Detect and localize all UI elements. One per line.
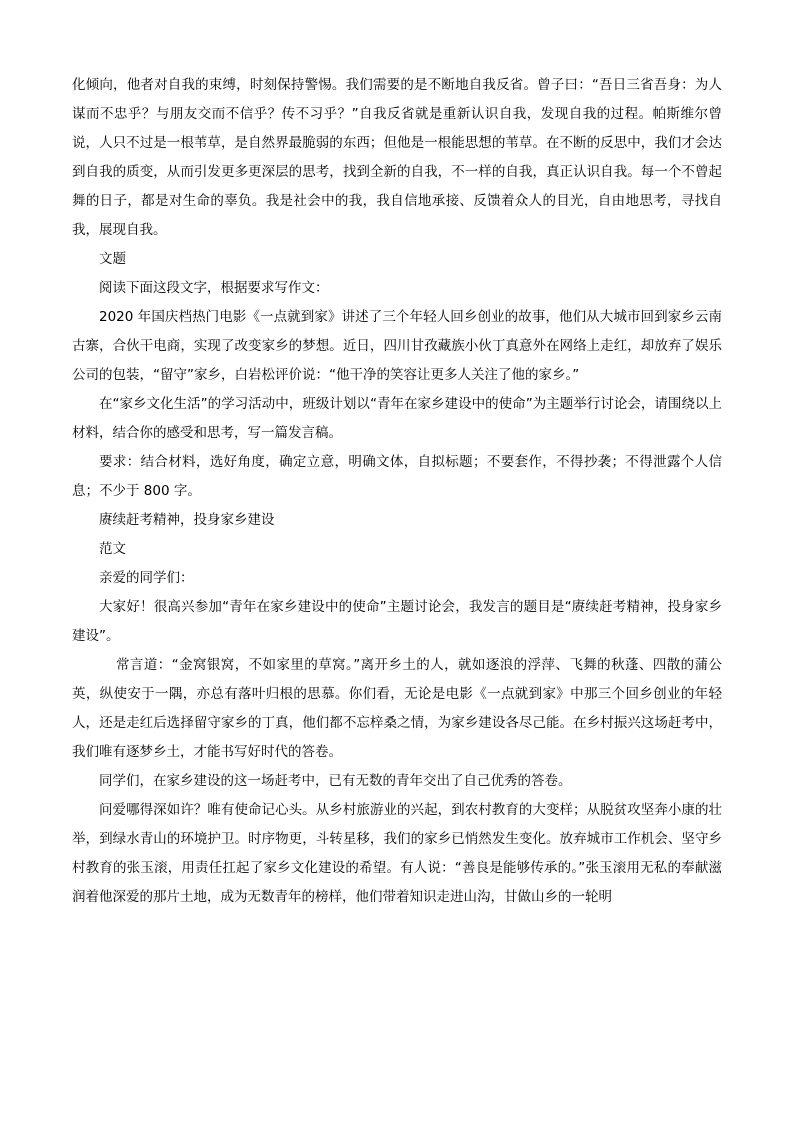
paragraph-zhang-yugun: 问爱哪得深如许？唯有使命记心头。从乡村旅游业的兴起，到农村教育的大变样；从脱贫攻坚奔小康的壮举，到绿水青山的环境护卫。时序物更，斗转星移，我们的家乡已悄然发生变化。放弃城市工作机会、坚守乡村教育的张玉滚，用责任扛起了家乡文化建设的希望。有人说：“善良是能够传承的。”张玉滚用无私的奉献滋润着他深爱的那片土地，成为无数青年的榜样，他们带着知识走进山沟，甘做山乡的一轮明	[72, 802, 722, 905]
paragraph-instruction: 阅读下面这段文字，根据要求写作文：	[99, 280, 329, 296]
essay-title: 赓续赶考精神，投身家乡建设	[99, 512, 275, 528]
document-body	[72, 71, 722, 912]
heading-wenti: 文题	[99, 251, 126, 267]
salutation: 亲爱的同学们：	[99, 570, 194, 586]
heading-fanwen: 范文	[99, 541, 126, 557]
paragraph-material-2: 在“家乡文化生活”的学习活动中，班级计划以“青年在家乡建设中的使命”为主题举行讨论会，请围绕以上材料，结合你的感受和思考，写一篇发言稿。	[72, 396, 722, 441]
paragraph-transition: 同学们，在家乡建设的这一场赶考中，已有无数的青年交出了自己优秀的答卷。	[99, 773, 572, 789]
paragraph-proverb: 常言道：“金窝银窝，不如家里的草窝。”离开乡土的人，就如逐浪的浮萍、飞舞的秋蓬、四散的蒲公英，纵使安于一隅，亦总有落叶归根的思慕。你们看，无论是电影《一点就到家》中那三个回乡创业的年轻人，还是走红后选择留守家乡的丁真，他们都不忘梓桑之情，为家乡建设各尽己能。在乡村振兴这场赶考中，我们唯有逐梦乡土，才能书写好时代的答卷。	[72, 657, 722, 760]
paragraph-requirements: 要求：结合材料，选好角度，确定立意，明确文体，自拟标题；不要套作，不得抄袭；不得泄露个人信息；不少于 800 字。	[72, 454, 722, 499]
paragraph-greeting: 大家好！很高兴参加“青年在家乡建设中的使命”主题讨论会，我发言的题目是“赓续赶考精神，投身家乡建设”。	[72, 599, 722, 644]
paragraph-reflection: 化倾向，他者对自我的束缚，时刻保持警惕。我们需要的是不断地自我反省。曾子曰：“吾日三省吾身：为人谋而不忠乎？与朋友交而不信乎？传不习乎？”自我反省就是重新认识自我，发现自我的过程。帕斯维尔曾说，人只不过是一根苇草，是自然界最脆弱的东西；但他是一根能思想的苇草。在不断的反思中，我们才会达到自我的质变，从而引发更多更深层的思考，找到全新的自我，不一样的自我，真正认识自我。每一个不曾起舞的日子，都是对生命的辜负。我是社会中的我，我自信地承接、反馈着众人的目光，自由地思考，寻找自我，展现自我。	[72, 77, 722, 238]
paragraph-material-1: 2020 年国庆档热门电影《一点就到家》讲述了三个年轻人回乡创业的故事，他们从大城市回到家乡云南古寨，合伙干电商，实现了改变家乡的梦想。近日，四川甘孜藏族小伙丁真意外在网络上走红，却放弃了娱乐公司的包装，“留守”家乡，白岩松评价说：“他干净的笑容让更多人关注了他的家乡。”	[72, 309, 722, 383]
